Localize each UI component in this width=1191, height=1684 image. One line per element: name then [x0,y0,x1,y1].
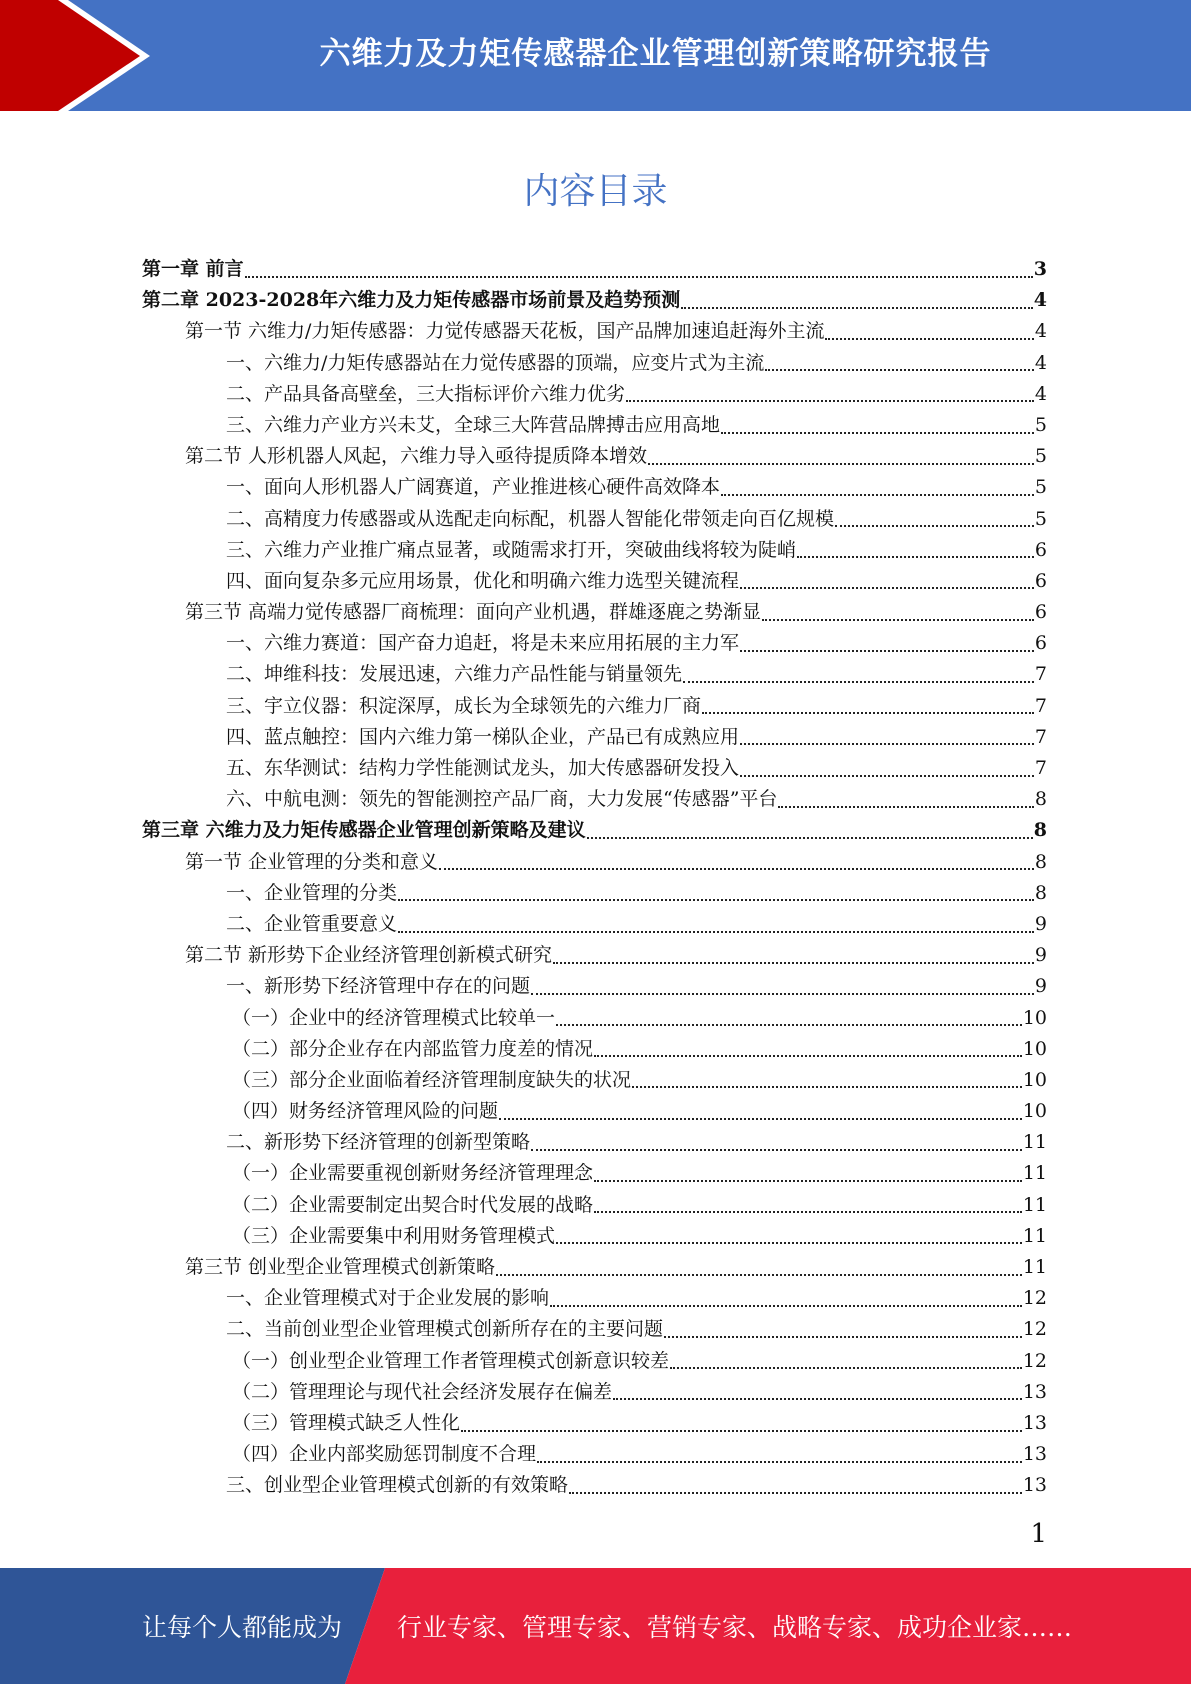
toc-entry-page: 5 [1034,445,1047,468]
toc-entry-title: 一、六维力/力矩传感器站在力觉传感器的顶端，应变片式为主流 [226,351,765,374]
toc-heading: 内容目录 [523,171,668,212]
toc-leader-dots [553,962,1034,964]
toc-leader-dots [499,1118,1022,1120]
toc-leader-dots [569,1492,1022,1494]
toc-leader-dots [245,276,1033,278]
toc-entry-title: 四、蓝点触控：国内六维力第一梯队企业，产品已有成熟应用 [226,725,740,748]
toc-entry[interactable] [142,1408,1047,1439]
toc-entry[interactable] [142,316,1047,347]
toc-entry[interactable] [142,1065,1047,1096]
header-banner [0,0,1191,111]
toc-entry[interactable] [142,1003,1047,1034]
toc-entry-title: （四）企业内部奖励惩罚制度不合理 [232,1443,537,1466]
toc-entry-page: 4 [1034,320,1047,343]
toc-entry[interactable] [142,1190,1047,1221]
toc-entry-page: 13 [1022,1411,1047,1434]
toc-leader-dots [531,1149,1022,1151]
toc-entry-title: 一、六维力赛道：国产奋力追赶，将是未来应用拓展的主力军 [226,632,740,655]
toc-leader-dots [398,899,1034,901]
toc-entry[interactable] [142,878,1047,909]
toc-leader-dots [550,1305,1022,1307]
toc-entry-title: （一）创业型企业管理工作者管理模式创新意识较差 [232,1349,670,1372]
footer-slogan-left: 让每个人都能成为 [142,1613,343,1642]
toc-entry-page: 5 [1034,413,1047,436]
toc-leader-dots [461,1430,1022,1432]
toc-leader-dots [825,338,1033,340]
toc-leader-dots [778,806,1033,808]
toc-leader-dots [740,587,1034,589]
toc-leader-dots [797,556,1034,558]
toc-entry[interactable] [142,441,1047,472]
toc-leader-dots [594,1211,1022,1213]
toc-entry[interactable] [142,1252,1047,1283]
toc-entry-page: 13 [1022,1380,1047,1403]
toc-entry[interactable] [142,1221,1047,1252]
toc-entry-title: （一）企业需要重视创新财务经济管理理念 [232,1162,594,1185]
toc-entry-page: 11 [1022,1162,1047,1185]
toc-entry-title: 五、东华测试：结构力学性能测试龙头，加大传感器研发投入 [226,757,740,779]
toc-entry-page: 10 [1022,1068,1047,1091]
toc-leader-dots [670,1367,1022,1369]
toc-leader-dots [398,931,1034,933]
toc-leader-dots [683,681,1034,683]
toc-leader-dots [439,868,1034,870]
toc-entry-title: 二、当前创业型企业管理模式创新所存在的主要问题 [226,1318,664,1341]
toc-entry-title: （一）企业中的经济管理模式比较单一 [232,1006,556,1029]
toc-entry-page: 7 [1034,694,1047,717]
toc-entry[interactable] [142,722,1047,753]
toc-entry-title: 第二节 新形势下企业经济管理创新模式研究 [185,944,553,967]
toc-entry-page: 5 [1034,507,1047,530]
toc-entry-title: 二、企业管重要意义 [226,912,398,935]
toc-entry-title: 三、六维力产业方兴未艾，全球三大阵营品牌搏击应用高地 [226,413,721,436]
toc-entry-page: 10 [1022,1037,1047,1060]
toc-leader-dots [740,650,1034,652]
toc-entry-page: 5 [1034,476,1047,499]
toc-entry-title: 二、高精度力传感器或从选配走向标配，机器人智能化带领走向百亿规模 [226,507,835,530]
toc-entry-title: （三）企业需要集中利用财务管理模式 [232,1224,556,1247]
report-title: 六维力及力矩传感器企业管理创新策略研究报告 [319,35,992,72]
toc-entry[interactable] [142,753,1047,784]
toc-leader-dots [721,432,1034,434]
toc-entry-page: 4 [1033,289,1047,312]
toc-leader-dots [648,463,1034,465]
toc-entry-title: 第二节 人形机器人风起，六维力导入亟待提质降本增效 [185,445,648,468]
toc-entry-page: 6 [1034,538,1047,561]
toc-entry-page: 6 [1034,601,1047,624]
toc-entry[interactable] [142,1283,1047,1314]
toc-entry[interactable] [142,348,1047,379]
toc-leader-dots [537,1461,1022,1463]
toc-entry-title: 三、六维力产业推广痛点显著，或随需求打开，突破曲线将较为陡峭 [226,538,797,561]
toc-entry[interactable] [142,847,1047,878]
toc-leader-dots [740,775,1034,777]
toc-leader-dots [556,1024,1022,1026]
toc-entry-title: （二）管理理论与现代社会经济发展存在偏差 [232,1380,613,1403]
toc-leader-dots [740,743,1034,745]
toc-entry[interactable] [142,1158,1047,1189]
toc-entry-page: 4 [1034,351,1047,374]
toc-entry[interactable] [142,1096,1047,1127]
toc-entry-title: 第一章 前言 [142,258,244,280]
toc-entry-page: 12 [1022,1318,1047,1341]
toc-entry-page: 4 [1034,382,1047,405]
toc-entry[interactable] [142,254,1047,285]
toc-entry-page: 11 [1022,1224,1047,1247]
toc-leader-dots [594,1180,1022,1182]
toc-entry-page: 8 [1034,850,1047,873]
toc-entry-title: （三）管理模式缺乏人性化 [232,1411,461,1434]
toc-entry-title: 六、中航电测：领先的智能测控产品厂商，大力发展“传感器”平台 [226,788,778,811]
toc-entry-title: 第三节 创业型企业管理模式创新策略 [185,1256,496,1278]
toc-entry-title: 第三章 六维力及力矩传感器企业管理创新策略及建议 [142,819,586,842]
toc-entry[interactable] [142,379,1047,410]
toc-entry-page: 13 [1022,1474,1047,1497]
toc-leader-dots [556,1242,1022,1244]
toc-leader-dots [765,369,1034,371]
toc-leader-dots [835,525,1034,527]
toc-entry-title: 第一节 企业管理的分类和意义 [185,850,439,873]
toc-entry[interactable] [142,410,1047,441]
toc-entry-title: （四）财务经济管理风险的问题 [232,1100,499,1123]
toc-entry-title: 一、面向人形机器人广阔赛道，产业推进核心硬件高效降本 [226,476,721,499]
toc-entry-page: 7 [1034,757,1047,779]
toc-leader-dots [762,619,1034,621]
toc-entry[interactable] [142,472,1047,503]
page-number: 1 [1030,1519,1047,1549]
toc-entry[interactable] [142,1346,1047,1377]
footer-slogan-right: 行业专家、管理专家、营销专家、战略专家、成功企业家…… [397,1613,1073,1642]
toc-entry[interactable] [142,1314,1047,1345]
toc-entry-page: 6 [1034,569,1047,592]
toc-leader-dots [594,1055,1022,1057]
toc-entry-page: 3 [1033,258,1047,280]
toc-entry[interactable] [142,1034,1047,1065]
toc-leader-dots [664,1336,1022,1338]
toc-entry[interactable] [142,1439,1047,1470]
toc-entry-page: 6 [1034,632,1047,655]
toc-entry[interactable] [142,940,1047,971]
toc-entry-page: 10 [1022,1100,1047,1123]
toc-entry[interactable] [142,909,1047,940]
toc-entry[interactable] [142,691,1047,722]
toc-entry-page: 13 [1022,1443,1047,1466]
toc-entry[interactable] [142,504,1047,535]
toc-entry-title: 四、面向复杂多元应用场景，优化和明确六维力选型关键流程 [226,569,740,592]
toc-entry[interactable] [142,1470,1047,1501]
toc-entry[interactable] [142,815,1047,846]
toc-leader-dots [496,1274,1022,1276]
toc-entry[interactable] [142,628,1047,659]
toc-entry-title: （三）部分企业面临着经济管理制度缺失的状况 [232,1068,632,1091]
toc-entry-page: 8 [1033,819,1047,842]
toc-leader-dots [632,1086,1022,1088]
toc-entry-page: 12 [1022,1349,1047,1372]
toc-entry-page: 11 [1022,1131,1047,1154]
toc-entry[interactable] [142,535,1047,566]
toc-entry-title: 第三节 高端力觉传感器厂商梳理：面向产业机遇，群雄逐鹿之势渐显 [185,601,762,624]
toc-entry-page: 8 [1034,788,1047,811]
toc-entry-title: 第二章 2023-2028年六维力及力矩传感器市场前景及趋势预测 [142,289,681,312]
toc-entry[interactable] [142,285,1047,316]
toc-entry-page: 9 [1034,975,1047,998]
toc-entry-title: 二、坤维科技：发展迅速，六维力产品性能与销量领先 [226,663,683,686]
toc-entry-page: 12 [1022,1287,1047,1310]
toc-entry-title: 三、创业型企业管理模式创新的有效策略 [226,1474,569,1497]
toc-entry-title: 三、宇立仪器：积淀深厚，成长为全球领先的六维力厂商 [226,694,702,717]
toc-entry-title: 一、新形势下经济管理中存在的问题 [226,975,531,998]
toc-leader-dots [721,494,1034,496]
toc-entry-page: 7 [1034,725,1047,748]
table-of-contents [142,254,1047,1502]
toc-leader-dots [681,307,1033,309]
toc-entry-title: （二）企业需要制定出契合时代发展的战略 [232,1193,594,1216]
toc-entry[interactable] [142,659,1047,690]
toc-entry-page: 11 [1022,1256,1047,1278]
toc-entry[interactable] [142,597,1047,628]
toc-leader-dots [702,712,1034,714]
toc-entry-page: 11 [1022,1193,1047,1216]
toc-entry-title: （二）部分企业存在内部监管力度差的情况 [232,1037,594,1060]
toc-entry[interactable] [142,784,1047,815]
toc-entry-title: 第一节 六维力/力矩传感器：力觉传感器天花板，国产品牌加速追赶海外主流 [185,320,825,343]
toc-entry-title: 一、企业管理的分类 [226,881,398,904]
toc-entry-title: 二、新形势下经济管理的创新型策略 [226,1131,531,1154]
toc-entry-title: 一、企业管理模式对于企业发展的影响 [226,1287,550,1310]
toc-entry-title: 二、产品具备高壁垒，三大指标评价六维力优劣 [226,382,626,405]
toc-entry-page: 9 [1034,912,1047,935]
footer-banner [0,1568,1191,1684]
toc-entry[interactable] [142,1377,1047,1408]
toc-leader-dots [613,1398,1022,1400]
toc-entry-page: 8 [1034,881,1047,904]
toc-entry-page: 9 [1034,944,1047,967]
toc-leader-dots [587,837,1033,839]
toc-entry-page: 10 [1022,1006,1047,1029]
toc-leader-dots [531,993,1034,995]
toc-entry[interactable] [142,566,1047,597]
toc-entry[interactable] [142,1127,1047,1158]
toc-leader-dots [626,400,1034,402]
toc-entry-page: 7 [1034,663,1047,686]
toc-entry[interactable] [142,971,1047,1002]
